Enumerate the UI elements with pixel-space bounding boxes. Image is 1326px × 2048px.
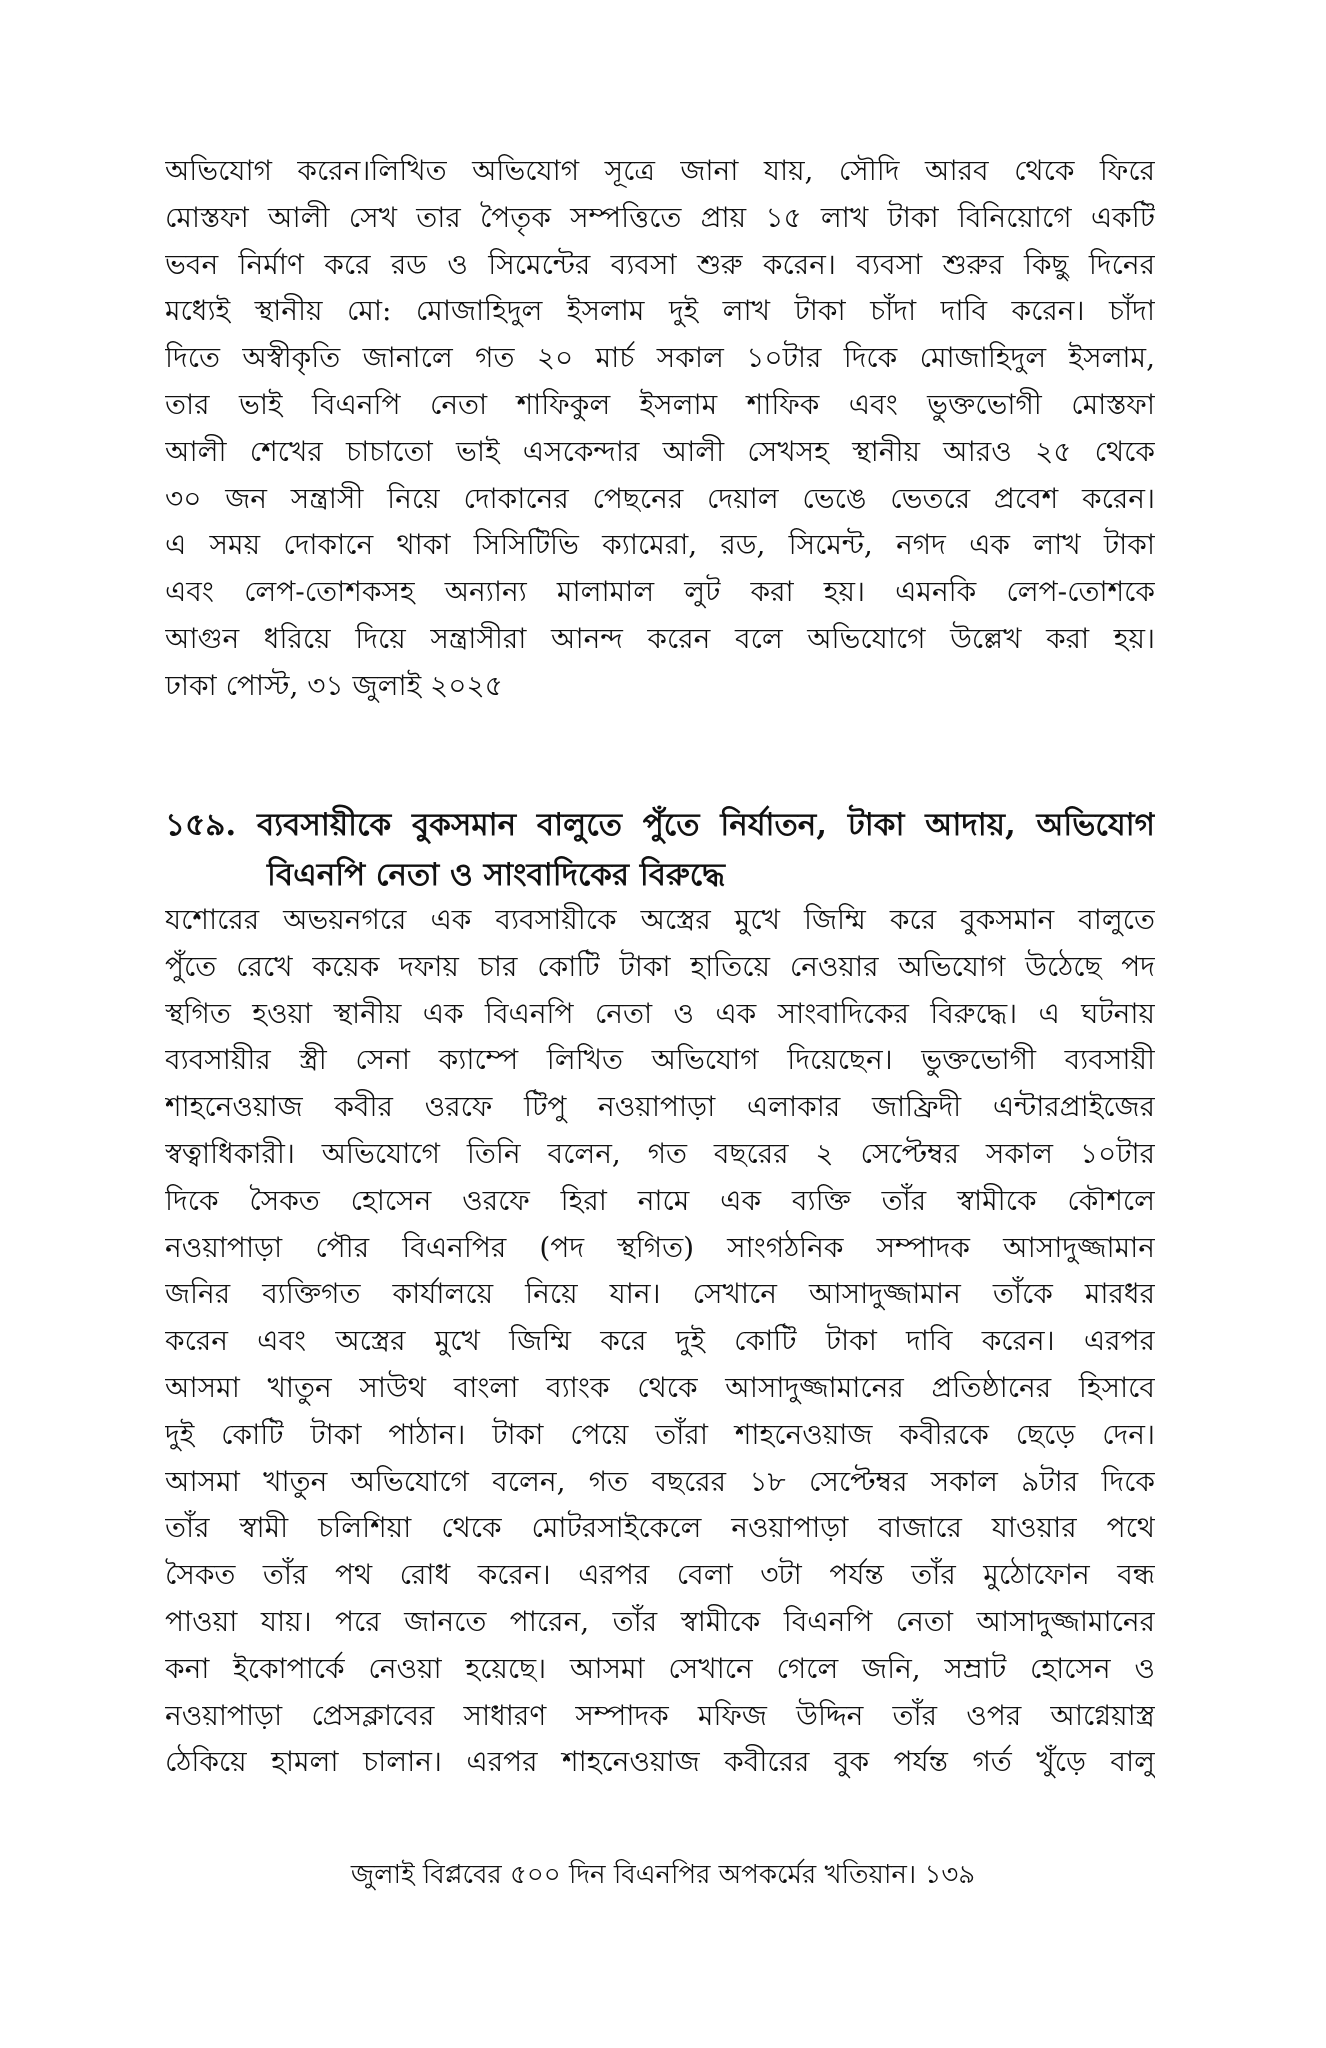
text-line: আসমা খাতুন সাউথ বাংলা ব্যাংক থেকে আসাদুজ্জামানের প্রতিষ্ঠানের হিসাবে <box>165 1370 1155 1404</box>
section-heading-line-2: বিএনপি নেতা ও সাংবাদিকের বিরুদ্ধে <box>267 857 725 893</box>
text-line: শাহনেওয়াজ কবীর ওরফে টিপু নওয়াপাড়া এলাকার জাফ্রিদী এন্টারপ্রাইজের <box>165 1090 1155 1124</box>
text-line: জনির ব্যক্তিগত কার্যালয়ে নিয়ে যান। সেখানে আসাদুজ্জামান তাঁকে মারধর <box>165 1277 1155 1311</box>
section-heading <box>165 800 1155 900</box>
top-paragraph <box>165 148 1155 710</box>
text-line: ৩০ জন সন্ত্রাসী নিয়ে দোকানের পেছনের দেয়াল ভেঙে ভেতরে প্রবেশ করেন। <box>165 481 1155 515</box>
text-line: ব্যবসায়ীর স্ত্রী সেনা ক্যাম্পে লিখিত অভিযোগ দিয়েছেন। ভুক্তভোগী ব্যবসায়ী <box>165 1043 1155 1077</box>
page-footer: জুলাই বিপ্লবের ৫০০ দিন বিএনপির অপকর্মের খতিয়ান। ১৩৯ <box>350 1860 976 1890</box>
text-line: দুই কোটি টাকা পাঠান। টাকা পেয়ে তাঁরা শাহনেওয়াজ কবীরকে ছেড়ে দেন। <box>165 1417 1155 1451</box>
text-line: কনা ইকোপার্কে নেওয়া হয়েছে। আসমা সেখানে গেলে জনি, সম্রাট হোসেন ও <box>165 1651 1155 1685</box>
text-line: দিকে সৈকত হোসেন ওরফে হিরা নামে এক ব্যক্তি তাঁর স্বামীকে কৌশলে <box>165 1183 1155 1217</box>
text-line: মোস্তফা আলী সেখ তার পৈতৃক সম্পত্তিতে প্রায় ১৫ লাখ টাকা বিনিয়োগে একটি <box>165 200 1155 234</box>
text-line: তাঁর স্বামী চলিশিয়া থেকে মোটরসাইকেলে নওয়াপাড়া বাজারে যাওয়ার পথে <box>165 1511 1155 1545</box>
text-line: তার ভাই বিএনপি নেতা শাফিকুল ইসলাম শাফিক এবং ভুক্তভোগী মোস্তফা <box>165 387 1155 421</box>
text-line: অভিযোগ করেন।লিখিত অভিযোগ সূত্রে জানা যায়, সৌদি আরব থেকে ফিরে <box>165 154 1155 187</box>
section-body <box>165 897 1155 1786</box>
text-line: নওয়াপাড়া পৌর বিএনপির (পদ স্থগিত) সাংগঠনিক সম্পাদক আসাদুজ্জামান <box>165 1230 1155 1264</box>
text-line: স্থগিত হওয়া স্থানীয় এক বিএনপি নেতা ও এক সাংবাদিকের বিরুদ্ধে। এ ঘটনায় <box>165 996 1155 1030</box>
text-line: আসমা খাতুন অভিযোগে বলেন, গত বছরের ১৮ সেপ্টেম্বর সকাল ৯টার দিকে <box>165 1464 1155 1498</box>
text-line: আগুন ধরিয়ে দিয়ে সন্ত্রাসীরা আনন্দ করেন বলে অভিযোগে উল্লেখ করা হয়। <box>165 621 1155 655</box>
text-line: স্বত্বাধিকারী। অভিযোগে তিনি বলেন, গত বছরের ২ সেপ্টেম্বর সকাল ১০টার <box>165 1136 1155 1170</box>
text-line: মধ্যেই স্থানীয় মো: মোজাহিদুল ইসলাম দুই লাখ টাকা চাঁদা দাবি করেন। চাঁদা <box>165 294 1155 328</box>
text-line: যশোরের অভয়নগরে এক ব্যবসায়ীকে অস্ত্রের মুখে জিম্মি করে বুকসমান বালুতে <box>165 903 1155 936</box>
text-line: এবং লেপ-তোশকসহ অন্যান্য মালামাল লুট করা হয়। এমনকি লেপ-তোশকে <box>165 575 1155 609</box>
source-citation: ঢাকা পোস্ট, ৩১ জুলাই ২০২৫ <box>165 668 503 702</box>
text-line: সৈকত তাঁর পথ রোধ করেন। এরপর বেলা ৩টা পর্যন্ত তাঁর মুঠোফোন বন্ধ <box>165 1558 1155 1592</box>
text-line: এ সময় দোকানে থাকা সিসিটিভি ক্যামেরা, রড, সিমেন্ট, নগদ এক লাখ টাকা <box>165 528 1155 562</box>
text-line: পুঁতে রেখে কয়েক দফায় চার কোটি টাকা হাতিয়ে নেওয়ার অভিযোগ উঠেছে পদ <box>165 949 1155 983</box>
text-line: নওয়াপাড়া প্রেসক্লাবের সাধারণ সম্পাদক মফিজ উদ্দিন তাঁর ওপর আগ্নেয়াস্ত্র <box>165 1698 1155 1732</box>
text-line: আলী শেখের চাচাতো ভাই এসকেন্দার আলী সেখসহ স্থানীয় আরও ২৫ থেকে <box>165 434 1155 468</box>
text-line: পাওয়া যায়। পরে জানতে পারেন, তাঁর স্বামীকে বিএনপি নেতা আসাদুজ্জামানের <box>165 1604 1155 1638</box>
text-line: দিতে অস্বীকৃতি জানালে গত ২০ মার্চ সকাল ১০টার দিকে মোজাহিদুল ইসলাম, <box>165 341 1155 375</box>
text-line: ঠেকিয়ে হামলা চালান। এরপর শাহনেওয়াজ কবীরের বুক পর্যন্ত গর্ত খুঁড়ে বালু <box>165 1745 1155 1779</box>
text-line: করেন এবং অস্ত্রের মুখে জিম্মি করে দুই কোটি টাকা দাবি করেন। এরপর <box>165 1324 1155 1358</box>
text-line: ভবন নির্মাণ করে রড ও সিমেন্টের ব্যবসা শুরু করেন। ব্যবসা শুরুর কিছু দিনের <box>165 247 1155 281</box>
section-heading-line-1: ১৫৯. ব্যবসায়ীকে বুকসমান বালুতে পুঁতে নির্যাতন, টাকা আদায়, অভিযোগ <box>165 807 1155 843</box>
